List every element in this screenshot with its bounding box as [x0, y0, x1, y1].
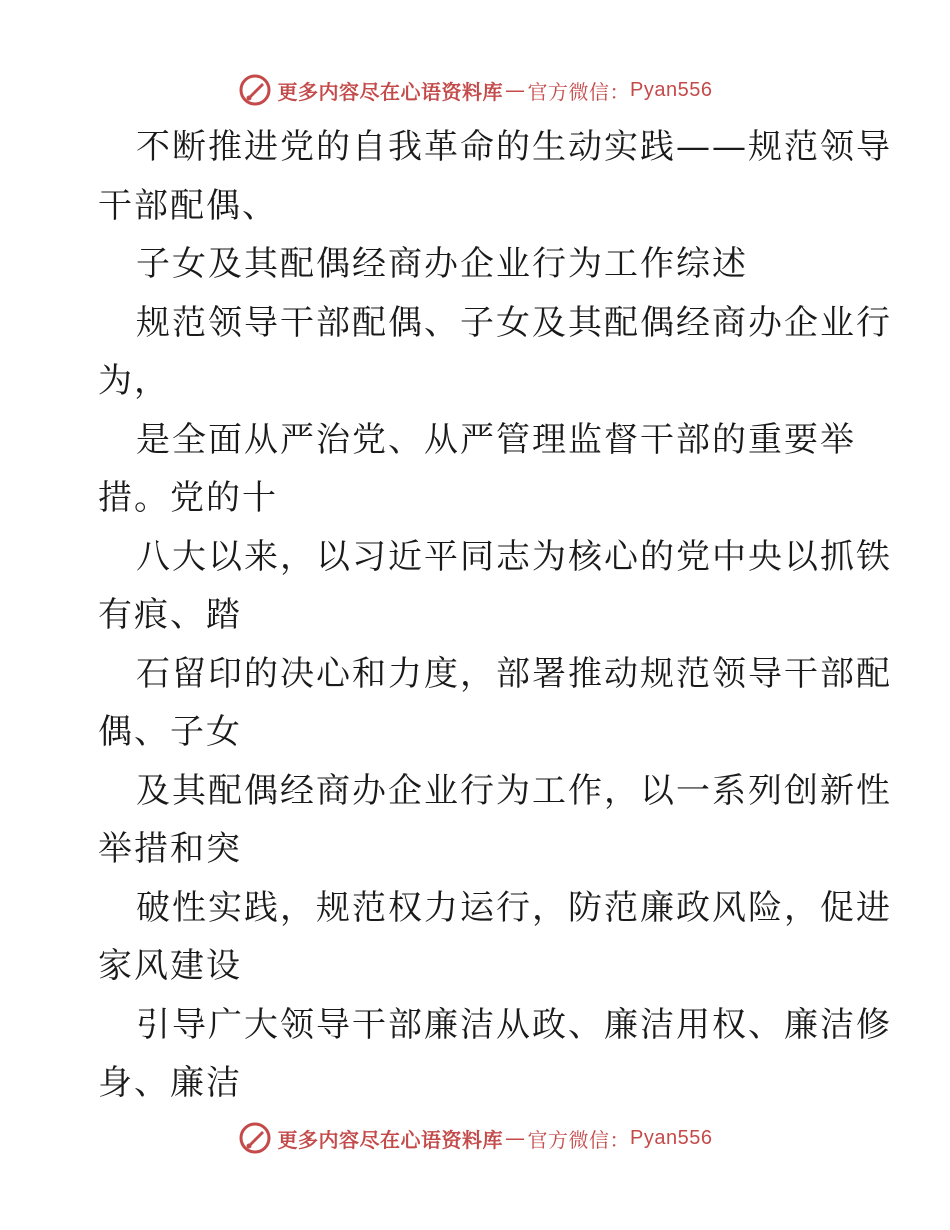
document-line: 干部配偶、: [98, 185, 278, 226]
footer-watermark-banner: [0, 1118, 950, 1158]
document-line: 及其配偶经商办企业行为工作，以一系列创新性: [136, 770, 892, 811]
document-line: 措。党的十: [98, 478, 278, 518]
banner-wechat-id: Pyan556: [630, 1126, 713, 1149]
document-line: 为，: [98, 361, 170, 401]
document-line: 家风建设: [98, 946, 242, 986]
banner-title: 更多内容尽在心语资料库: [277, 1127, 504, 1152]
document-line: 是全面从严治党、从严管理监督干部的重要举: [136, 419, 856, 460]
document-line: 举措和突: [98, 829, 242, 869]
banner-wechat-label: 官方微信：: [527, 1127, 631, 1152]
document-line: 身、廉洁: [98, 1063, 242, 1103]
document-line: 破性实践，规范权力运行，防范廉政风险，促进: [136, 887, 892, 928]
quill-logo-icon: [238, 73, 272, 107]
document-line: 有痕、踏: [98, 595, 242, 635]
document-line: 子女及其配偶经商办企业行为工作综述: [136, 244, 748, 284]
document-line: 不断推进党的自我革命的生动实践——规范领导: [136, 127, 892, 167]
document-line: 石留印的决心和力度，部署推动规范领导干部配: [136, 653, 892, 694]
document-body: [98, 118, 892, 1113]
document-line: 引导广大领导干部廉洁从政、廉洁用权、廉洁修: [136, 1004, 892, 1045]
banner-separator: —: [505, 78, 526, 102]
quill-logo-icon: [238, 1121, 272, 1155]
banner-wechat-label: 官方微信：: [527, 79, 631, 104]
document-line: 八大以来，以习近平同志为核心的党中央以抓铁: [136, 536, 892, 577]
document-line: 偶、子女: [98, 712, 242, 752]
banner-wechat-id: Pyan556: [630, 78, 713, 101]
header-watermark-banner: [0, 70, 950, 110]
banner-separator: —: [505, 1126, 526, 1150]
banner-title: 更多内容尽在心语资料库: [277, 79, 504, 104]
document-line: 规范领导干部配偶、子女及其配偶经商办企业行: [136, 302, 892, 343]
